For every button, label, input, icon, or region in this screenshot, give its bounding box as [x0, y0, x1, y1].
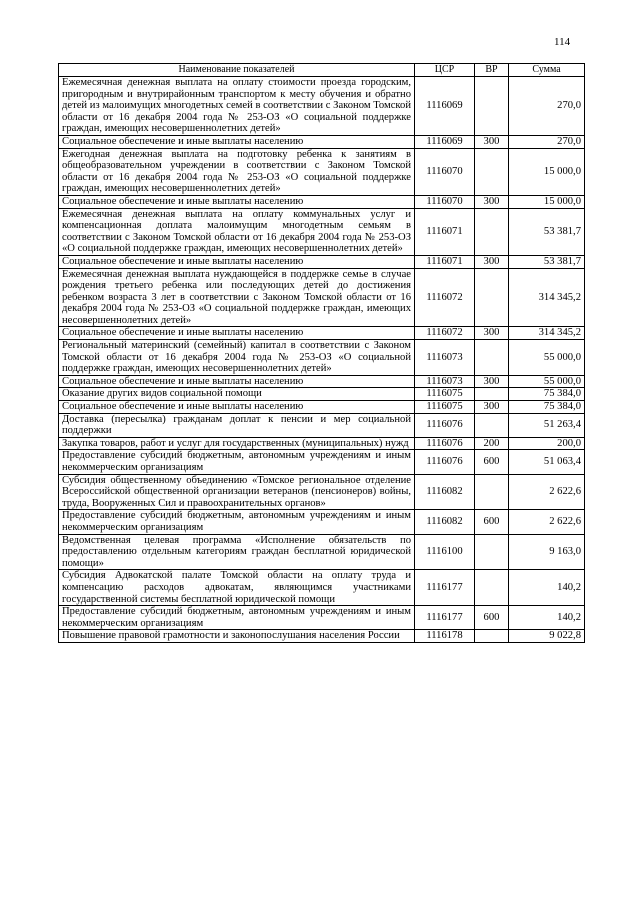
- cell-vr: [475, 208, 509, 255]
- cell-sum: 15 000,0: [509, 195, 585, 208]
- table-row: [59, 255, 585, 268]
- cell-name: Ежемесячная денежная выплата нуждающейся в поддержке семье в случае рождения третьего ребенка или последующих детей до достижения ребенком возраста 3 лет в соответствии с Законом Томской области от 16 декабря 2004 года № 253-ОЗ «О социальной поддержке граждан, имеющих несовершеннолетних детей»: [59, 268, 415, 327]
- cell-name: Предоставление субсидий бюджетным, автономным учреждениям и иным некоммерческим организациям: [59, 606, 415, 630]
- cell-sum: 9 163,0: [509, 534, 585, 570]
- cell-csr: 1116070: [415, 195, 475, 208]
- cell-name: Ежемесячная денежная выплата на оплату стоимости проезда городским, пригородным и внутрирайонным транспортом к месту обучения и обратно детей из малоимущих многодетных семей в соответствии с Законом Томской области от 16 декабря 2004 года № 253-ОЗ «О социальной поддержке граждан, имеющих несовершеннолетних детей»: [59, 77, 415, 136]
- cell-csr: 1116073: [415, 340, 475, 376]
- table-row: [59, 148, 585, 195]
- table-row: [59, 208, 585, 255]
- cell-sum: 2 622,6: [509, 474, 585, 510]
- cell-csr: 1116073: [415, 375, 475, 388]
- table-row: [59, 375, 585, 388]
- table-row: [59, 135, 585, 148]
- cell-csr: 1116177: [415, 606, 475, 630]
- cell-vr: 300: [475, 327, 509, 340]
- table-row: [59, 606, 585, 630]
- table-row: [59, 570, 585, 606]
- cell-csr: 1116070: [415, 148, 475, 195]
- cell-vr: 300: [475, 401, 509, 414]
- table-row: [59, 630, 585, 643]
- table-row: [59, 401, 585, 414]
- header-sum: Сумма: [509, 64, 585, 77]
- table-row: [59, 195, 585, 208]
- table-body: [59, 77, 585, 643]
- cell-vr: [475, 630, 509, 643]
- table-row: [59, 474, 585, 510]
- cell-vr: 600: [475, 606, 509, 630]
- cell-csr: 1116082: [415, 510, 475, 534]
- cell-name: Предоставление субсидий бюджетным, автономным учреждениям и иным некоммерческим организациям: [59, 510, 415, 534]
- cell-csr: 1116076: [415, 413, 475, 437]
- cell-sum: 15 000,0: [509, 148, 585, 195]
- table-header-row: [59, 64, 585, 77]
- cell-name: Предоставление субсидий бюджетным, автономным учреждениям и иным некоммерческим организациям: [59, 450, 415, 474]
- cell-vr: [475, 474, 509, 510]
- cell-vr: 200: [475, 437, 509, 450]
- cell-vr: [475, 388, 509, 401]
- cell-vr: [475, 148, 509, 195]
- table-row: [59, 437, 585, 450]
- cell-vr: 300: [475, 255, 509, 268]
- cell-name: Оказание других видов социальной помощи: [59, 388, 415, 401]
- cell-name: Закупка товаров, работ и услуг для государственных (муниципальных) нужд: [59, 437, 415, 450]
- cell-vr: [475, 268, 509, 327]
- table-row: [59, 510, 585, 534]
- cell-sum: 55 000,0: [509, 375, 585, 388]
- cell-sum: 314 345,2: [509, 327, 585, 340]
- cell-vr: 300: [475, 135, 509, 148]
- cell-vr: 300: [475, 375, 509, 388]
- cell-csr: 1116069: [415, 135, 475, 148]
- cell-name: Социальное обеспечение и иные выплаты населению: [59, 375, 415, 388]
- cell-name: Ведомственная целевая программа «Исполнение обязательств по предоставлению отдельным категориям граждан бесплатной юридической помощи»: [59, 534, 415, 570]
- table-row: [59, 534, 585, 570]
- header-name: Наименование показателей: [59, 64, 415, 77]
- header-vr: ВР: [475, 64, 509, 77]
- cell-sum: 75 384,0: [509, 388, 585, 401]
- cell-sum: 270,0: [509, 77, 585, 136]
- cell-sum: 140,2: [509, 606, 585, 630]
- table-row: [59, 340, 585, 376]
- cell-vr: [475, 340, 509, 376]
- table-row: [59, 413, 585, 437]
- cell-csr: 1116069: [415, 77, 475, 136]
- cell-name: Субсидия общественному объединению «Томское региональное отделение Всероссийской общественной организации ветеранов (пенсионеров) войны, труда, Вооруженных Сил и правоохранительных органов»: [59, 474, 415, 510]
- table-row: [59, 268, 585, 327]
- cell-name: Доставка (пересылка) гражданам доплат к пенсии и мер социальной поддержки: [59, 413, 415, 437]
- cell-vr: [475, 534, 509, 570]
- cell-name: Социальное обеспечение и иные выплаты населению: [59, 195, 415, 208]
- cell-csr: 1116072: [415, 268, 475, 327]
- cell-sum: 75 384,0: [509, 401, 585, 414]
- cell-name: Региональный материнский (семейный) капитал в соответствии с Законом Томской области от 16 декабря 2004 года № 253-ОЗ «О социальной поддержке граждан, имеющих несовершеннолетних детей»: [59, 340, 415, 376]
- cell-sum: 140,2: [509, 570, 585, 606]
- cell-csr: 1116071: [415, 208, 475, 255]
- cell-csr: 1116076: [415, 437, 475, 450]
- cell-csr: 1116075: [415, 388, 475, 401]
- budget-table: [58, 63, 585, 643]
- cell-csr: 1116076: [415, 450, 475, 474]
- cell-sum: 55 000,0: [509, 340, 585, 376]
- cell-csr: 1116100: [415, 534, 475, 570]
- table-row: [59, 450, 585, 474]
- cell-name: Ежегодная денежная выплата на подготовку ребенка к занятиям в общеобразовательном учреждении в соответствии с Законом Томской области от 16 декабря 2004 года № 253-ОЗ «О социальной поддержке граждан, имеющих несовершеннолетних детей»: [59, 148, 415, 195]
- cell-csr: 1116082: [415, 474, 475, 510]
- cell-vr: 300: [475, 195, 509, 208]
- cell-csr: 1116071: [415, 255, 475, 268]
- cell-vr: [475, 77, 509, 136]
- table-row: [59, 327, 585, 340]
- cell-sum: 51 263,4: [509, 413, 585, 437]
- cell-csr: 1116075: [415, 401, 475, 414]
- cell-name: Социальное обеспечение и иные выплаты населению: [59, 135, 415, 148]
- table-row: [59, 77, 585, 136]
- cell-csr: 1116178: [415, 630, 475, 643]
- cell-csr: 1116072: [415, 327, 475, 340]
- cell-name: Повышение правовой грамотности и законопослушания населения России: [59, 630, 415, 643]
- table-row: [59, 388, 585, 401]
- cell-vr: [475, 570, 509, 606]
- cell-sum: 200,0: [509, 437, 585, 450]
- cell-vr: 600: [475, 510, 509, 534]
- cell-name: Социальное обеспечение и иные выплаты населению: [59, 255, 415, 268]
- cell-name: Социальное обеспечение и иные выплаты населению: [59, 401, 415, 414]
- cell-vr: [475, 413, 509, 437]
- cell-sum: 270,0: [509, 135, 585, 148]
- cell-sum: 2 622,6: [509, 510, 585, 534]
- cell-sum: 53 381,7: [509, 255, 585, 268]
- cell-name: Субсидия Адвокатской палате Томской области на оплату труда и компенсацию расходов адвокатам, являющимся участниками государственной системы бесплатной юридической помощи: [59, 570, 415, 606]
- cell-sum: 53 381,7: [509, 208, 585, 255]
- cell-name: Социальное обеспечение и иные выплаты населению: [59, 327, 415, 340]
- cell-csr: 1116177: [415, 570, 475, 606]
- cell-vr: 600: [475, 450, 509, 474]
- cell-sum: 51 063,4: [509, 450, 585, 474]
- header-csr: ЦСР: [415, 64, 475, 77]
- cell-name: Ежемесячная денежная выплата на оплату коммунальных услуг и компенсационная доплата малоимущим многодетным семьям в соответствии с Законом Томской области от 16 декабря 2004 года № 253-ОЗ «О социальной поддержке граждан, имеющих несовершеннолетних детей»: [59, 208, 415, 255]
- page-number: 114: [554, 36, 571, 48]
- cell-sum: 9 022,8: [509, 630, 585, 643]
- cell-sum: 314 345,2: [509, 268, 585, 327]
